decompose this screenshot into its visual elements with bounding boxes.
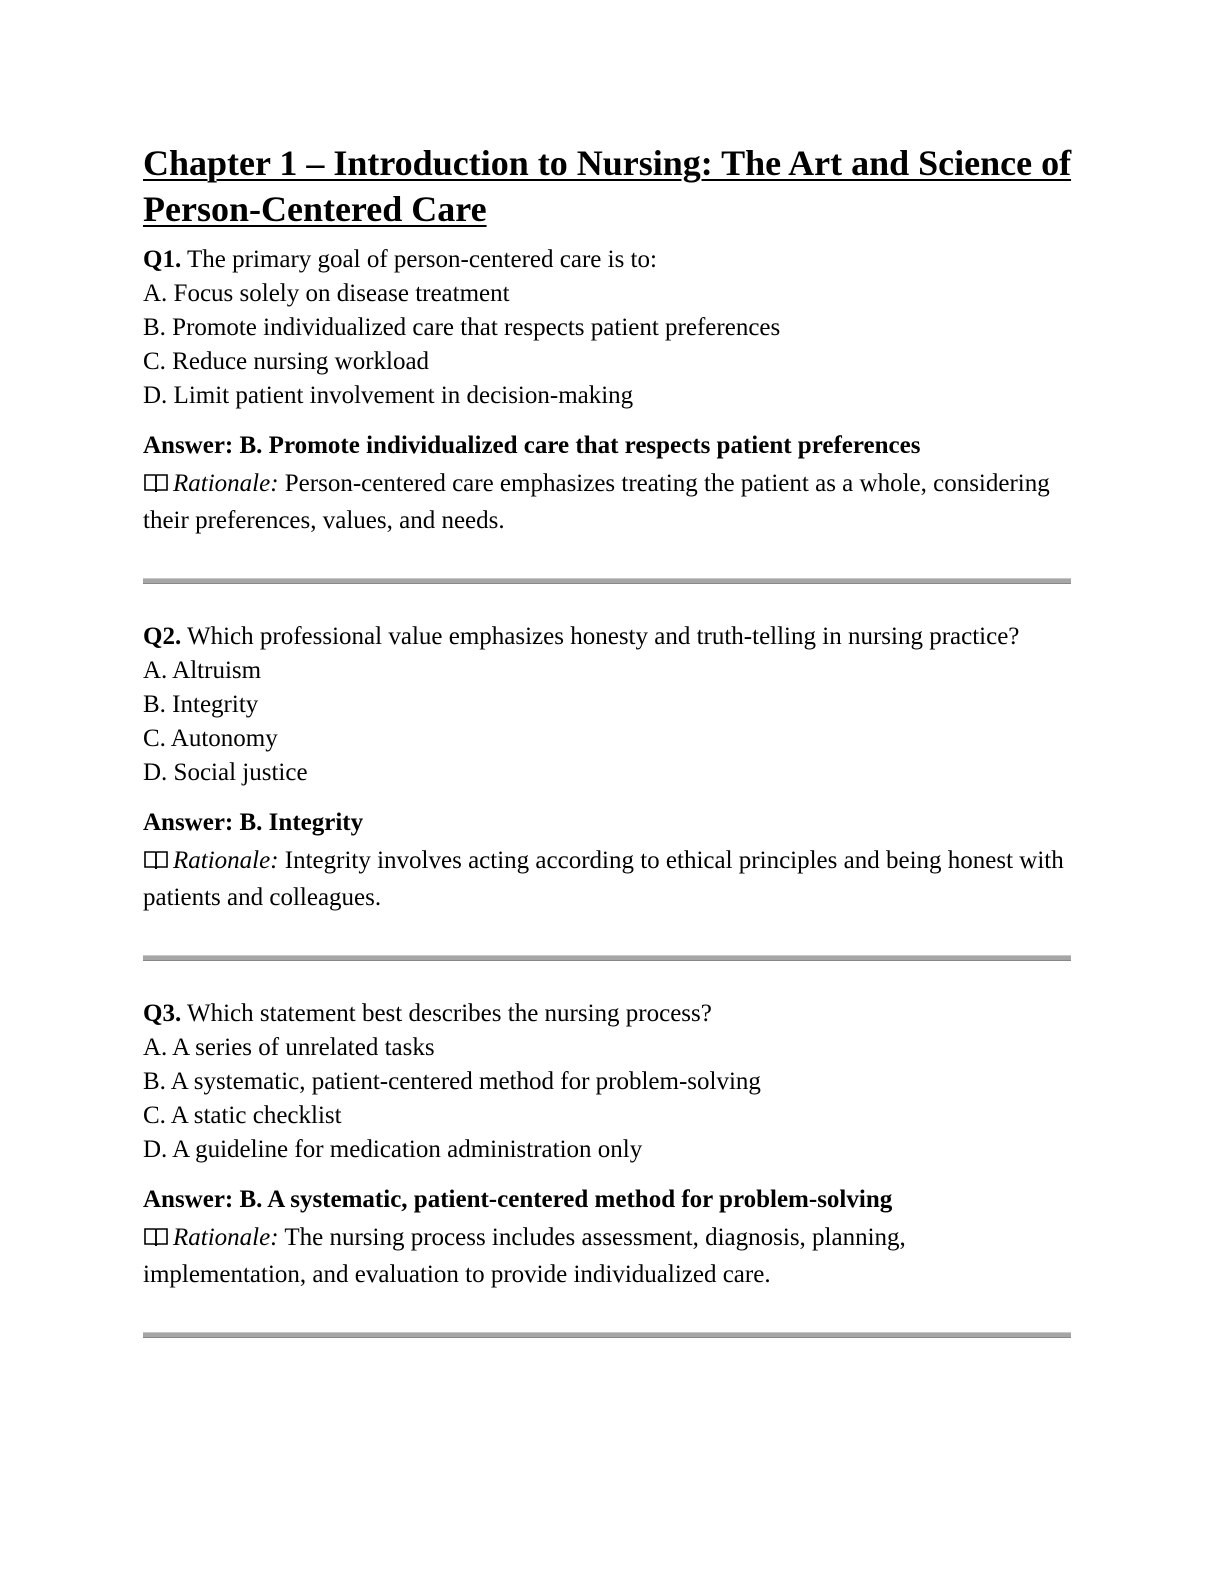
option-a: A. A series of unrelated tasks bbox=[143, 1034, 435, 1061]
question-number: Q1. bbox=[143, 246, 182, 273]
rationale-label: Rationale: bbox=[173, 470, 279, 497]
document-page bbox=[143, 140, 1073, 1374]
option-d: D. A guideline for medication administration only bbox=[143, 1136, 643, 1163]
option-d: D. Limit patient involvement in decision-making bbox=[143, 382, 634, 409]
answer: Answer: B. Integrity bbox=[143, 809, 364, 836]
question-text: Which statement best describes the nursing process? bbox=[187, 1000, 712, 1027]
option-b: B. Promote individualized care that respects patient preferences bbox=[143, 314, 781, 341]
option-c: C. Reduce nursing workload bbox=[143, 348, 430, 375]
rationale-text: The nursing process includes assessment, diagnosis, planning, implementation, and evaluation to provide individualized care. bbox=[143, 1224, 906, 1288]
option-c: C. A static checklist bbox=[143, 1102, 342, 1129]
rationale-text: Person-centered care emphasizes treating the patient as a whole, considering their preferences, values, and needs. bbox=[143, 470, 1050, 534]
question-1-stem bbox=[143, 243, 1073, 277]
divider bbox=[143, 955, 1071, 961]
rationale bbox=[143, 1221, 1073, 1292]
divider bbox=[143, 1332, 1071, 1338]
question-1 bbox=[143, 243, 1073, 538]
open-book-icon bbox=[143, 1224, 169, 1258]
divider bbox=[143, 578, 1071, 584]
answer: Answer: B. A systematic, patient-centered method for problem-solving bbox=[143, 1186, 893, 1213]
rationale-label: Rationale: bbox=[173, 847, 279, 874]
option-b: B. Integrity bbox=[143, 691, 259, 718]
option-c: C. Autonomy bbox=[143, 725, 278, 752]
question-number: Q3. bbox=[143, 1000, 182, 1027]
option-a: A. Altruism bbox=[143, 657, 262, 684]
open-book-icon bbox=[143, 470, 169, 504]
open-book-icon bbox=[143, 847, 169, 881]
question-3-stem bbox=[143, 997, 1073, 1031]
option-b: B. A systematic, patient-centered method for problem-solving bbox=[143, 1068, 761, 1095]
question-2-stem bbox=[143, 620, 1073, 654]
question-number: Q2. bbox=[143, 623, 182, 650]
rationale bbox=[143, 844, 1073, 915]
rationale bbox=[143, 467, 1073, 538]
rationale-label: Rationale: bbox=[173, 1224, 279, 1251]
question-3 bbox=[143, 997, 1073, 1292]
option-d: D. Social justice bbox=[143, 759, 308, 786]
answer: Answer: B. Promote individualized care that respects patient preferences bbox=[143, 432, 921, 459]
question-text: The primary goal of person-centered care is to: bbox=[187, 246, 657, 273]
rationale-text: Integrity involves acting according to ethical principles and being honest with patients and colleagues. bbox=[143, 847, 1064, 911]
option-a: A. Focus solely on disease treatment bbox=[143, 280, 510, 307]
question-2 bbox=[143, 620, 1073, 915]
chapter-title: Chapter 1 – Introduction to Nursing: The Art and Science of Person-Centered Care bbox=[143, 143, 1072, 229]
question-text: Which professional value emphasizes honesty and truth-telling in nursing practice? bbox=[187, 623, 1020, 650]
